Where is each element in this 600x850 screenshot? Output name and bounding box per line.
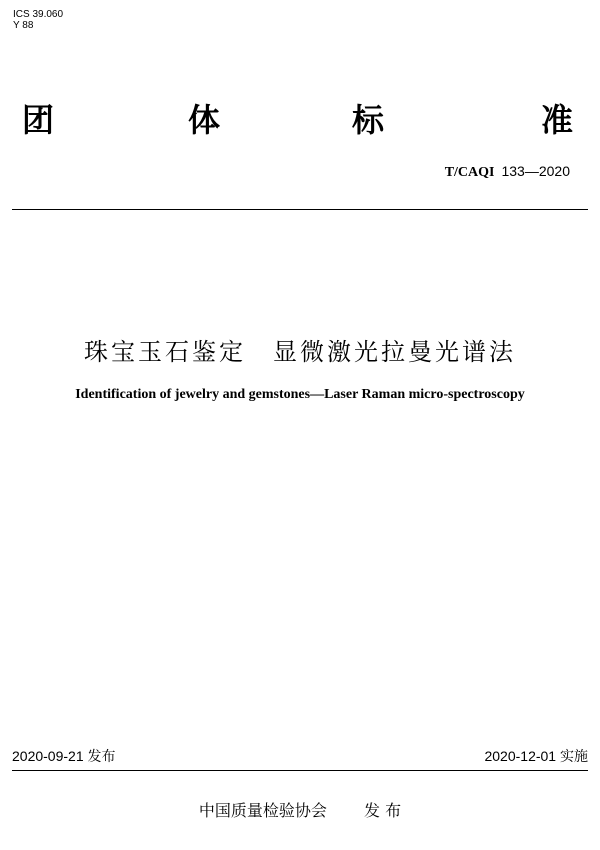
ics-code: ICS 39.060: [13, 9, 64, 20]
ccs-code: Y 88: [13, 20, 34, 31]
publisher: [0, 798, 600, 821]
implementation-date: 2020-12-01 实施: [484, 748, 588, 764]
issue-date: 2020-09-21 发布: [12, 748, 116, 764]
top-divider: [12, 209, 588, 210]
standard-type-char-4: 准: [541, 101, 574, 139]
classification-codes: [13, 9, 63, 31]
standard-type-char-2: 体: [188, 101, 221, 139]
publisher-action: 发 布: [364, 801, 402, 820]
publisher-name: 中国质量检验协会: [198, 801, 327, 820]
standard-code-prefix: T/CAQI: [444, 165, 495, 180]
title-english: Identification of jewelry and gemstones—Laser Raman micro-spectroscopy: [75, 387, 525, 402]
standard-type-char-1: 团: [22, 101, 55, 139]
title-chinese: 珠宝玉石鉴定 显微激光拉曼光谱法: [84, 338, 516, 366]
standard-type-char-3: 标: [352, 101, 385, 139]
standard-code: [445, 163, 570, 181]
standard-code-number: 133—2020: [501, 163, 570, 179]
bottom-divider: [12, 770, 588, 771]
